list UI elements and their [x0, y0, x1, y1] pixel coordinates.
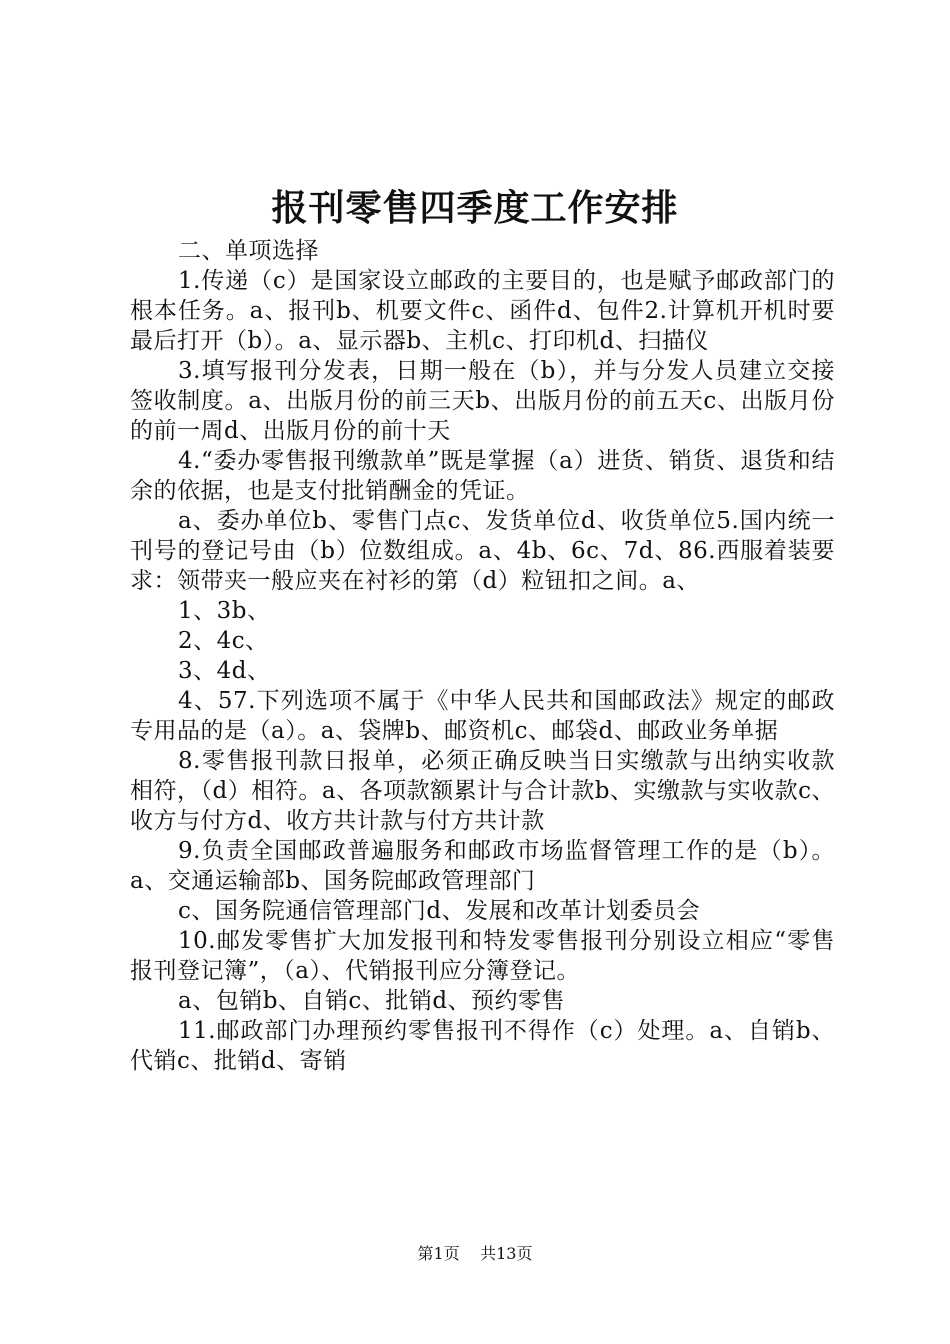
- paragraph: 10.邮发零售扩大加发报刊和特发零售报刊分别设立相应“零售报刊登记簿”，（a）、代销报刊应分簿登记。: [130, 928, 835, 984]
- paragraph: 二、单项选择: [178, 238, 319, 264]
- paragraph: 1、3b、: [178, 598, 271, 624]
- paragraph: a、包销b、自销c、批销d、预约零售: [178, 988, 566, 1014]
- paragraph: 8.零售报刊款日报单，必须正确反映当日实缴款与出纳实收款相符，（d）相符。a、各项款额累计与合计款b、实缴款与实收款c、收方与付方d、收方共计款与付方共计款: [130, 748, 835, 834]
- page-footer: [0, 1242, 950, 1266]
- page-number: 第1页: [417, 1244, 460, 1263]
- paragraph: 3.填写报刊分发表，日期一般在（b），并与分发人员建立交接签收制度。a、出版月份的前三天b、出版月份的前五天c、出版月份的前一周d、出版月份的前十天: [130, 358, 835, 444]
- page-total: 共13页: [480, 1244, 533, 1263]
- paragraph: a、委办单位b、零售门点c、发货单位d、收货单位5.国内统一刊号的登记号由（b）位数组成。a、4b、6c、7d、86.西服着装要求：领带夹一般应夹在衬衫的第（d）粒钮扣之间。a、: [130, 508, 835, 594]
- paragraph: 11.邮政部门办理预约零售报刊不得作（c）处理。a、自销b、代销c、批销d、寄销: [130, 1018, 835, 1074]
- paragraph: 4、57.下列选项不属于《中华人民共和国邮政法》规定的邮政专用品的是（a）。a、袋牌b、邮资机c、邮袋d、邮政业务单据: [130, 688, 835, 744]
- paragraph: 4.“委办零售报刊缴款单”既是掌握（a）进货、销货、退货和结余的依据，也是支付批销酬金的凭证。: [130, 448, 835, 504]
- document-body: [130, 236, 835, 1076]
- paragraph: 3、4d、: [178, 658, 271, 684]
- paragraph: c、国务院通信管理部门d、发展和改革计划委员会: [178, 898, 701, 924]
- paragraph: 2、4c、: [178, 628, 269, 654]
- paragraph: 1.传递（c）是国家设立邮政的主要目的，也是赋予邮政部门的根本任务。a、报刊b、机要文件c、函件d、包件2.计算机开机时要最后打开（b）。a、显示器b、主机c、打印机d、扫描仪: [130, 268, 835, 354]
- paragraph: 9.负责全国邮政普遍服务和邮政市场监督管理工作的是（b）。a、交通运输部b、国务院邮政管理部门: [130, 838, 835, 894]
- document-title: 报刊零售四季度工作安排: [271, 187, 679, 229]
